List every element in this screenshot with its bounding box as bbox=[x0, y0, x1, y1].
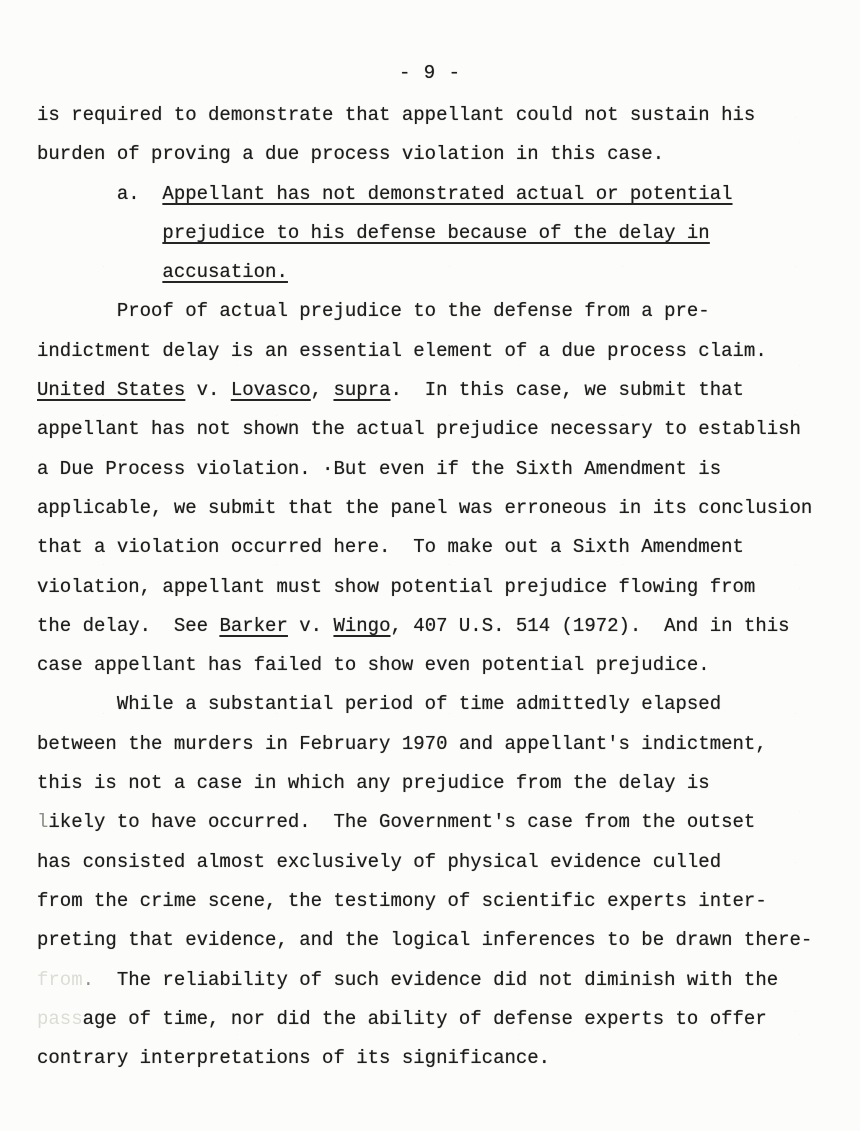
document-line bbox=[37, 1039, 837, 1078]
text-segment: indictment delay is an essential element of a due process claim. bbox=[37, 339, 767, 362]
document-line bbox=[37, 410, 837, 449]
document-line bbox=[37, 725, 837, 764]
text-segment: has consisted almost exclusively of physical evidence culled bbox=[37, 850, 722, 873]
text-segment: violation, appellant must show potential prejudice flowing from bbox=[37, 575, 756, 598]
document-line bbox=[37, 803, 837, 842]
text-segment: appellant has not shown the actual prejudice necessary to establish bbox=[37, 418, 801, 441]
text-segment: contrary interpretations of its significance. bbox=[37, 1047, 551, 1070]
document-line bbox=[37, 921, 837, 960]
text-segment: is required to demonstrate that appellant could not sustain his bbox=[37, 104, 756, 126]
document-line bbox=[37, 135, 837, 174]
faded-text-segment: from bbox=[37, 968, 83, 991]
faded-text-segment: l bbox=[37, 811, 49, 834]
document-line bbox=[37, 843, 837, 882]
document-line bbox=[37, 882, 837, 921]
document-line bbox=[37, 253, 837, 292]
text-segment: Proof of actual prejudice to the defense from a pre- bbox=[37, 300, 710, 323]
document-body bbox=[37, 96, 837, 1078]
document-line bbox=[37, 961, 837, 1000]
text-segment: v. bbox=[185, 379, 231, 402]
text-segment bbox=[37, 222, 162, 244]
text-segment: , 407 U.S. 514 (1972). And in this bbox=[390, 614, 790, 637]
document-line bbox=[37, 489, 837, 528]
text-segment: a Due Process violation. ·But even if the Sixth Amendment is bbox=[37, 457, 722, 480]
underlined-text-segment: accusation. bbox=[162, 261, 288, 284]
faded-text-segment: . bbox=[82, 968, 95, 991]
text-segment: burden of proving a due process violation in this case. bbox=[37, 143, 665, 166]
document-line bbox=[37, 607, 837, 646]
text-segment: ikely to have occurred. The Government's case from the outset bbox=[48, 811, 756, 834]
text-segment: age of time, nor did the ability of defense experts to offer bbox=[82, 1007, 767, 1030]
underlined-text-segment: Barker bbox=[219, 614, 288, 637]
text-segment: that a violation occurred here. To make out a Sixth Amendment bbox=[37, 536, 744, 559]
document-line bbox=[37, 1000, 837, 1039]
document-line bbox=[37, 371, 837, 410]
document-line bbox=[37, 685, 837, 724]
text-segment: a. bbox=[37, 182, 163, 205]
text-segment: While a substantial period of time admittedly elapsed bbox=[37, 693, 722, 716]
underlined-text-segment: United States bbox=[37, 379, 186, 402]
page-number: - 9 - bbox=[398, 62, 461, 84]
underlined-text-segment: prejudice to his defense because of the delay in bbox=[162, 221, 710, 244]
document-line bbox=[37, 96, 837, 135]
faded-text-segment: pass bbox=[37, 1007, 83, 1030]
text-segment: v. bbox=[287, 614, 334, 637]
underlined-text-segment: supra bbox=[333, 379, 391, 402]
document-line bbox=[37, 764, 837, 803]
text-segment: case appellant has failed to show even potential prejudice. bbox=[37, 654, 710, 677]
document-line bbox=[37, 568, 837, 607]
document-line bbox=[37, 646, 837, 685]
document-line bbox=[37, 332, 837, 371]
document-line bbox=[37, 528, 837, 567]
document-line bbox=[37, 214, 837, 253]
document-line bbox=[37, 292, 837, 331]
text-segment: preting that evidence, and the logical inferences to be drawn there- bbox=[37, 929, 813, 952]
underlined-text-segment: Wingo bbox=[333, 614, 391, 637]
text-segment: the delay. See bbox=[37, 614, 220, 637]
text-segment: The reliability of such evidence did not diminish with the bbox=[94, 968, 779, 991]
document-line bbox=[37, 450, 837, 489]
underlined-text-segment: Appellant has not demonstrated actual or potential bbox=[162, 182, 733, 205]
text-segment: between the murders in February 1970 and appellant's indictment, bbox=[37, 732, 767, 755]
underlined-text-segment: Lovasco bbox=[230, 379, 311, 402]
text-segment: from the crime scene, the testimony of scientific experts inter- bbox=[37, 889, 767, 912]
text-segment: . In this case, we submit that bbox=[390, 379, 744, 402]
document-line bbox=[37, 175, 837, 214]
text-segment: applicable, we submit that the panel was erroneous in its conclusion bbox=[37, 496, 813, 519]
text-segment bbox=[37, 261, 162, 283]
text-segment: this is not a case in which any prejudice from the delay is bbox=[37, 772, 710, 795]
text-segment: , bbox=[310, 379, 334, 402]
